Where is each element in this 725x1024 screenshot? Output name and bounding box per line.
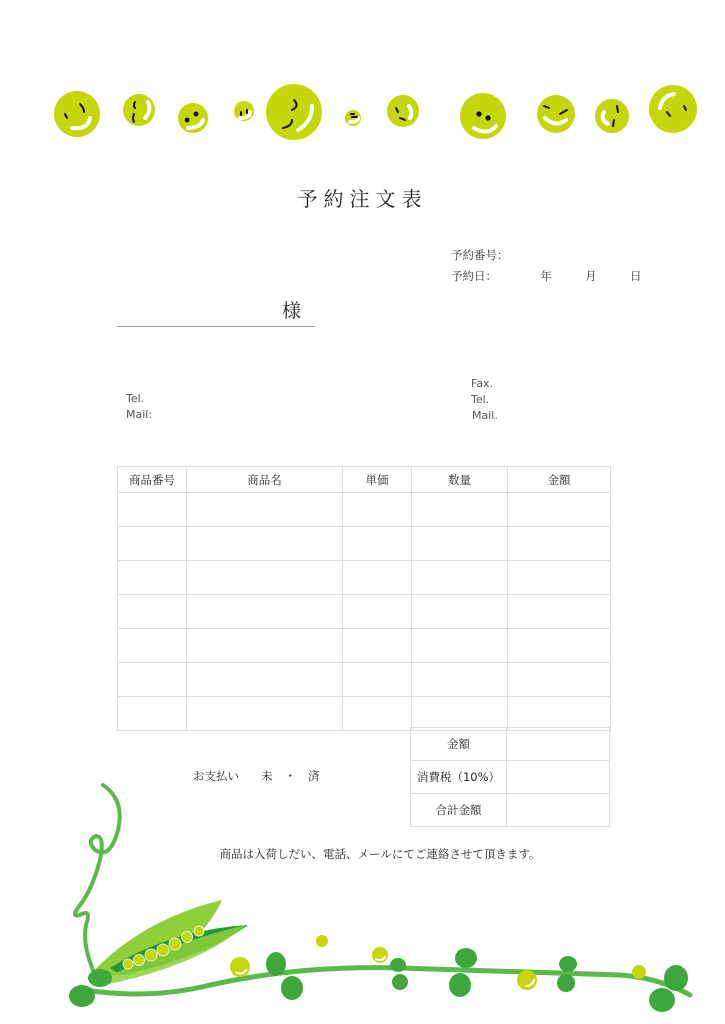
cell-item-number[interactable]	[118, 595, 187, 629]
cell-item-name[interactable]	[187, 527, 343, 561]
reservation-number-row	[451, 247, 509, 263]
header-item-number: 商品番号	[118, 467, 187, 493]
cell-item-number[interactable]	[118, 527, 187, 561]
table-row	[118, 595, 611, 629]
shop-tel-label: Tel.	[471, 393, 490, 406]
table-row	[118, 493, 611, 527]
cell-unit-price[interactable]	[343, 595, 412, 629]
payment-paid-option[interactable]: 済	[308, 769, 320, 783]
cell-item-number[interactable]	[118, 561, 187, 595]
date-year-label: 年	[540, 269, 552, 283]
cell-quantity[interactable]	[412, 697, 508, 731]
shop-mail-label: Mail.	[472, 409, 498, 422]
cell-quantity[interactable]	[412, 595, 508, 629]
header-amount: 金額	[508, 467, 611, 493]
date-month-label: 月	[585, 269, 597, 283]
tax-label: 消費税（10%）	[411, 761, 507, 794]
cell-amount[interactable]	[508, 493, 611, 527]
cell-amount[interactable]	[508, 697, 611, 731]
cell-item-name[interactable]	[187, 493, 343, 527]
table-header-row	[118, 467, 611, 493]
pea-pod-vine-decoration	[0, 770, 725, 1024]
cell-item-name[interactable]	[187, 697, 343, 731]
cell-amount[interactable]	[508, 663, 611, 697]
cell-unit-price[interactable]	[343, 629, 412, 663]
cell-item-name[interactable]	[187, 561, 343, 595]
shop-contact	[471, 376, 498, 424]
payment-label: お支払い	[193, 769, 239, 783]
header-unit-price: 単価	[343, 467, 412, 493]
cell-item-name[interactable]	[187, 663, 343, 697]
payment-separator: ・	[284, 769, 296, 783]
cell-unit-price[interactable]	[343, 697, 412, 731]
honorific-sama: 様	[282, 300, 302, 322]
table-row	[118, 561, 611, 595]
cell-unit-price[interactable]	[343, 493, 412, 527]
cell-item-number[interactable]	[118, 629, 187, 663]
subtotal-row	[411, 728, 610, 761]
pea-faces-decoration	[0, 70, 725, 160]
header-item-name: 商品名	[187, 467, 343, 493]
cell-amount[interactable]	[508, 527, 611, 561]
date-day-label: 日	[629, 269, 642, 283]
document-title: 予約注文表	[297, 187, 428, 211]
items-table	[117, 466, 611, 731]
cell-quantity[interactable]	[412, 629, 508, 663]
table-row	[118, 527, 611, 561]
cell-item-number[interactable]	[118, 663, 187, 697]
cell-amount[interactable]	[508, 629, 611, 663]
notice-text: 商品は入荷しだい、電話、メールにてご連絡させて頂きます。	[219, 847, 541, 861]
cell-quantity[interactable]	[412, 663, 508, 697]
cell-unit-price[interactable]	[343, 527, 412, 561]
table-row	[118, 697, 611, 731]
reservation-number-label: 予約番号：	[451, 248, 509, 262]
customer-tel-label: Tel.	[126, 392, 145, 405]
customer-contact	[126, 391, 152, 423]
cell-amount[interactable]	[508, 595, 611, 629]
cell-item-name[interactable]	[187, 595, 343, 629]
subtotal-value[interactable]	[507, 728, 610, 761]
table-row	[118, 663, 611, 697]
cell-unit-price[interactable]	[343, 663, 412, 697]
cell-quantity[interactable]	[412, 527, 508, 561]
table-row	[118, 629, 611, 663]
cell-quantity[interactable]	[412, 561, 508, 595]
cell-amount[interactable]	[508, 561, 611, 595]
payment-unpaid-option[interactable]: 未	[261, 769, 273, 783]
shop-fax-label: Fax.	[471, 377, 494, 390]
customer-name-line[interactable]	[117, 326, 315, 327]
total-label: 合計金額	[411, 794, 507, 827]
cell-quantity[interactable]	[412, 493, 508, 527]
subtotal-label: 金額	[411, 728, 507, 761]
cell-item-number[interactable]	[118, 493, 187, 527]
reservation-date-label: 予約日：	[451, 269, 497, 283]
cell-item-number[interactable]	[118, 697, 187, 731]
customer-mail-label: Mail:	[126, 408, 153, 421]
cell-item-name[interactable]	[187, 629, 343, 663]
header-quantity: 数量	[412, 467, 508, 493]
reservation-date-row	[451, 268, 641, 284]
cell-unit-price[interactable]	[343, 561, 412, 595]
